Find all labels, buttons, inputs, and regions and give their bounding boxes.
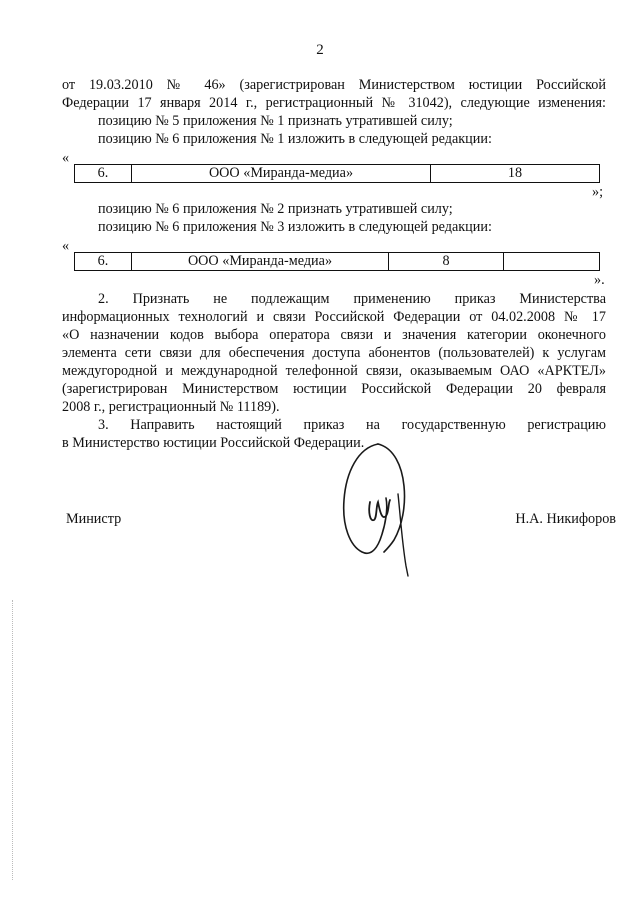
table-1 <box>74 164 600 183</box>
signer-title: Министр <box>66 511 122 527</box>
para2-line-7: 2008 г., регистрационный № 11189). <box>62 399 280 415</box>
table-row <box>75 253 600 271</box>
table-cell-extra <box>504 253 600 271</box>
para3-line-2: в Министерство юстиции Российской Федерации. <box>62 435 365 451</box>
para1-line-1: от 19.03.2010 № 46» (зарегистрирован Министерством юстиции Российской <box>62 77 606 93</box>
para2-line-2: информационных технологий и связи Российской Федерации от 04.02.2008 № 17 <box>62 309 606 325</box>
para2-line-3: «О назначении кодов выбора оператора связи и значения категории оконечного <box>62 327 606 343</box>
table-cell-num: 6. <box>75 253 132 271</box>
table-cell-value: 18 <box>431 165 600 183</box>
para2-line-5: междугородной и международной телефонной связи, оказываемым ОАО «АРКТЕЛ» <box>62 363 606 379</box>
table-row <box>75 165 600 183</box>
para1-item-2: позицию № 6 приложения № 1 изложить в следующей редакции: <box>98 131 492 147</box>
para3-line-1: 3. Направить настоящий приказ на государственную регистрацию <box>98 417 606 433</box>
quote-close-2: ». <box>594 272 605 288</box>
signature-image <box>340 442 420 578</box>
table-2 <box>74 252 600 271</box>
item-4: позицию № 6 приложения № 3 изложить в следующей редакции: <box>98 219 492 235</box>
table-cell-num: 6. <box>75 165 132 183</box>
table-cell-org: ООО «Миранда-медиа» <box>132 253 389 271</box>
para2-line-1: 2. Признать не подлежащим применению приказ Министерства <box>98 291 606 307</box>
para1-line-2: Федерации 17 января 2014 г., регистрационный № 31042), следующие изменения: <box>62 95 606 111</box>
table-cell-value: 8 <box>389 253 504 271</box>
scan-edge <box>12 600 14 880</box>
page-number: 2 <box>316 42 324 58</box>
quote-open-1: « <box>62 150 70 166</box>
para2-line-6: (зарегистрирован Министерством юстиции Российской Федерации 20 февраля <box>62 381 606 397</box>
signer-name: Н.А. Никифоров <box>515 511 616 527</box>
table-cell-org: ООО «Миранда-медиа» <box>132 165 431 183</box>
item-3: позицию № 6 приложения № 2 признать утратившей силу; <box>98 201 453 217</box>
para1-item-1: позицию № 5 приложения № 1 признать утратившей силу; <box>98 113 453 129</box>
quote-open-2: « <box>62 238 70 254</box>
quote-close-1: »; <box>592 184 604 200</box>
para2-line-4: элемента сети связи для обеспечения доступа абонентов (пользователей) к услугам <box>62 345 606 361</box>
